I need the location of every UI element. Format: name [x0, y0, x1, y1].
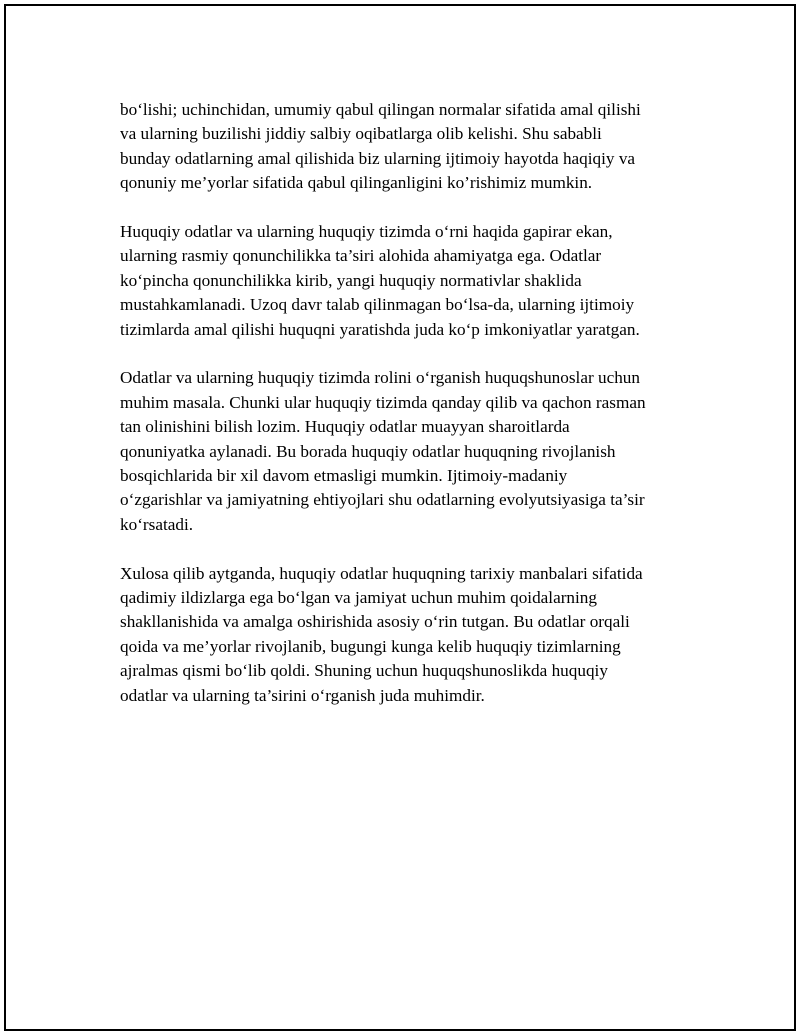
paragraph-3: Odatlar va ularning huquqiy tizimda rolini o‘rganish huquqshunoslar uchun muhim masala. Chunki ular huquqiy tizimda qanday qilib va qachon rasman tan olinishini bilish lozim. Huquqiy odatlar muayyan sharoitlarda qonuniyatka aylanadi. Bu borada huquqiy odatlar huquqning rivojlanish bosqichlarida bir xil davom etmasligi mumkin. Ijtimoiy-madaniy o‘zgarishlar va jamiyatning ehtiyojlari shu odatlarning evolyutsiyasiga ta’sir ko‘rsatadi.	[120, 368, 646, 534]
document-body	[120, 98, 690, 733]
paragraph-4: Xulosa qilib aytganda, huquqiy odatlar huquqning tarixiy manbalari sifatida qadimiy ildizlarga ega bo‘lgan va jamiyat uchun muhim qoidalarning shakllanishida va amalga oshirishida asosiy o‘rin tutgan. Bu odatlar orqali qoida va me’yorlar rivojlanib, bugungi kunga kelib huquqiy tizimlarning ajralmas qismi bo‘lib qoldi. Shuning uchun huquqshunoslikda huquqiy odatlar va ularning ta’sirini o‘rganish juda muhimdir.	[120, 563, 643, 705]
document-page	[4, 4, 796, 1031]
paragraph-2: Huquqiy odatlar va ularning huquqiy tizimda o‘rni haqida gapirar ekan, ularning rasmiy qonunchilikka ta’siri alohida ahamiyatga ega. Odatlar ko‘pincha qonunchilikka kirib, yangi huquqiy normativlar shaklida mustahkamlanadi. Uzoq davr talab qilinmagan bo‘lsa-da, ularning ijtimoiy tizimlarda amal qilishi huquqni yaratishda juda ko‘p imkoniyatlar yaratgan.	[120, 222, 640, 339]
paragraph-1: bo‘lishi; uchinchidan, umumiy qabul qilingan normalar sifatida amal qilishi va ularning buzilishi jiddiy salbiy oqibatlarga olib kelishi. Shu sababli bunday odatlarning amal qilishida biz ularning ijtimoiy hayotda haqiqiy va qonuniy me’yorlar sifatida qabul qilinganligini ko’rishimiz mumkin.	[120, 100, 641, 193]
